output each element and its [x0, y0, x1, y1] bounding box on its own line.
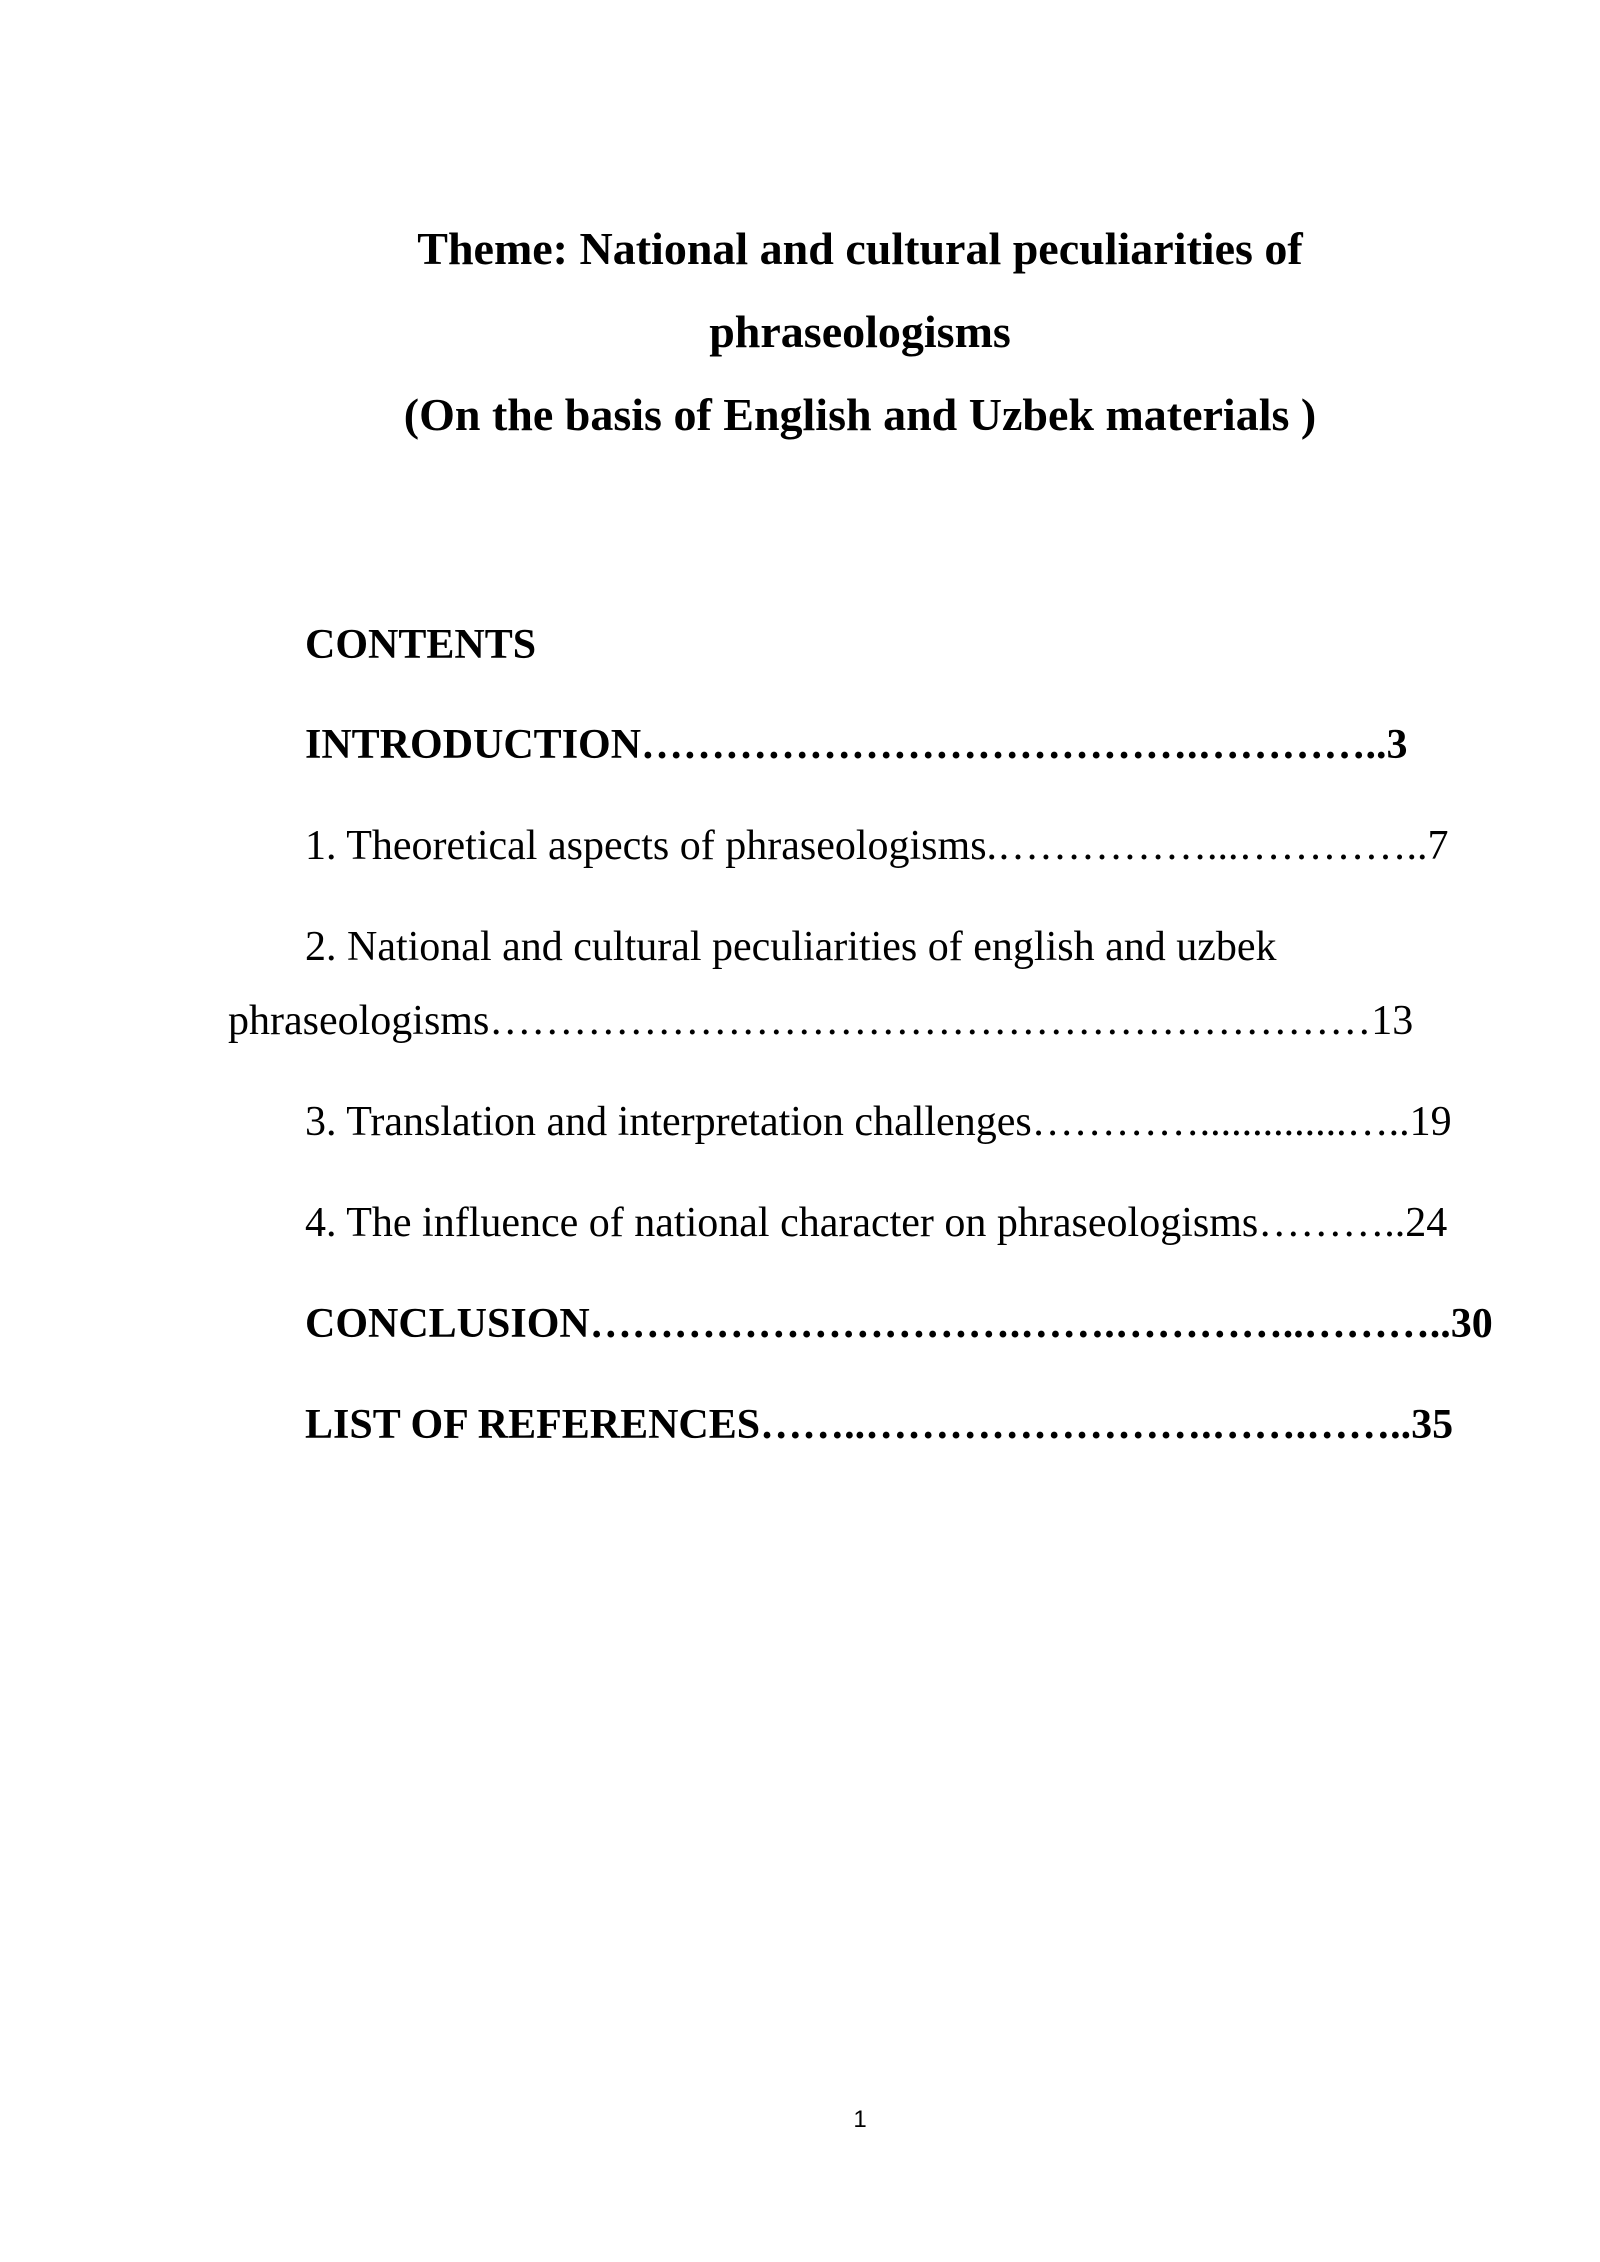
- toc-item-2-line-1: 2. National and cultural peculiarities of english and uzbek: [305, 924, 1277, 970]
- toc-item-2-line-2: phraseologisms………………………………………………………13: [228, 998, 1414, 1044]
- page-number: 1: [853, 2106, 867, 2133]
- title-line-1: Theme: National and cultural peculiarities of: [417, 223, 1303, 274]
- toc-conclusion: CONCLUSION………………………….…….…………..………..30: [305, 1301, 1493, 1347]
- toc-item-1: 1. Theoretical aspects of phraseologisms.……………...…………..7: [305, 823, 1449, 869]
- toc-item-4: 4. The influence of national character on phraseologisms………..24: [305, 1200, 1448, 1246]
- toc-introduction: INTRODUCTION………………………………….…………..3: [305, 722, 1408, 768]
- toc-item-3: 3. Translation and interpretation challenges…………..............…..19: [305, 1099, 1452, 1145]
- title-line-2: phraseologisms: [709, 306, 1011, 357]
- toc-references: LIST OF REFERENCES……..…………………….…….……..35: [305, 1402, 1454, 1448]
- title-line-3: (On the basis of English and Uzbek materials ): [403, 389, 1317, 440]
- contents-heading: CONTENTS: [305, 622, 537, 668]
